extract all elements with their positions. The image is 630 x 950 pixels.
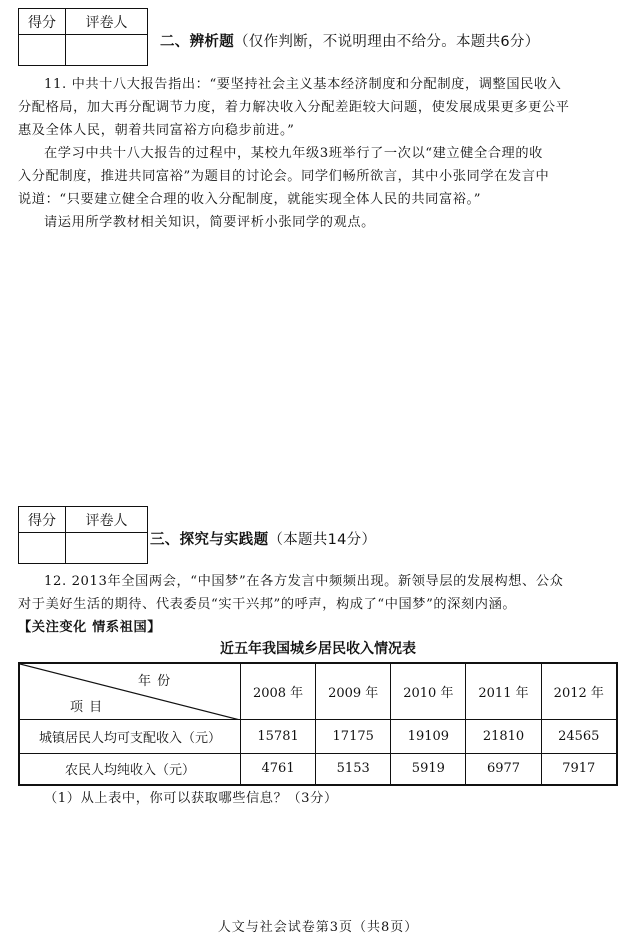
q11-para2-line2: 入分配制度，推进共同富裕”为题目的讨论会。同学们畅所欲言，其中小张同学在发言中: [18, 169, 550, 184]
grader-blank[interactable]: [66, 35, 148, 66]
income-table: [18, 662, 618, 786]
section2-title: [160, 30, 540, 51]
table-row-rural: [19, 753, 617, 785]
year-header: 2009 年: [316, 663, 391, 719]
year-header: 2010 年: [391, 663, 466, 719]
score-label: 得分: [19, 9, 66, 35]
q11-para1-line3: 惠及全体人民，朝着共同富裕方向稳步前进。”: [18, 123, 295, 138]
header-corner-cell: [19, 663, 241, 719]
grader-blank[interactable]: [66, 533, 148, 564]
table-header-row: [19, 663, 617, 719]
value-cell: 7917: [541, 753, 617, 785]
row-label-urban: 城镇居民人均可支配收入（元）: [19, 719, 241, 753]
q11-para2-line1: 在学习中共十八大报告的过程中，某校九年级3班举行了一次以“建立健全合理的收: [44, 146, 543, 161]
score-box-1: [18, 8, 148, 66]
value-cell: 17175: [316, 719, 391, 753]
q12-line2: 对于美好生活的期待、代表委员“实干兴邦”的呼声，构成了“中国梦”的深刻内涵。: [18, 597, 517, 612]
value-cell: 4761: [241, 753, 316, 785]
year-header: 2008 年: [241, 663, 316, 719]
grader-label: 评卷人: [66, 9, 148, 35]
section3-title: [150, 528, 376, 549]
score-box-2: [18, 506, 148, 564]
section3-title-note: （本题共14分）: [268, 532, 377, 548]
q11-para1-line1: 11. 中共十八大报告指出：“要坚持社会主义基本经济制度和分配制度，调整国民收入: [44, 77, 562, 92]
q12-line1: 12. 2013年全国两会，“中国梦”在各方发言中频频出现。新领导层的发展构想、公众: [44, 574, 564, 589]
grader-label: 评卷人: [66, 507, 148, 533]
header-corner-bottom: 项 目: [70, 700, 104, 715]
header-corner-top: 年 份: [138, 674, 172, 689]
value-cell: 15781: [241, 719, 316, 753]
answer-space-q12-1[interactable]: [18, 812, 618, 907]
section2-title-bold: 二、辨析题: [160, 34, 234, 50]
value-cell: 19109: [391, 719, 466, 753]
value-cell: 21810: [466, 719, 541, 753]
question-11: [18, 73, 618, 234]
value-cell: 5153: [316, 753, 391, 785]
value-cell: 5919: [391, 753, 466, 785]
value-cell: 6977: [466, 753, 541, 785]
answer-space-q11[interactable]: [18, 240, 618, 500]
table-title: 近五年我国城乡居民收入情况表: [220, 641, 416, 657]
q12-sub1: （1）从上表中，你可以获取哪些信息？（3分）: [44, 791, 338, 806]
score-blank[interactable]: [19, 533, 66, 564]
year-header: 2012 年: [541, 663, 617, 719]
page-footer: 人文与社会试卷第3页（共8页）: [217, 920, 419, 935]
header-diagonal-line: [20, 664, 240, 720]
question-12: [18, 570, 618, 639]
table-row-urban: [19, 719, 617, 753]
q11-para2-line3: 说道：“只要建立健全合理的收入分配制度，就能实现全体人民的共同富裕。”: [18, 192, 482, 207]
row-label-rural: 农民人均纯收入（元）: [19, 753, 241, 785]
section2-title-note: （仅作判断，不说明理由不给分。本题共6分）: [234, 34, 540, 50]
score-blank[interactable]: [19, 35, 66, 66]
section3-title-bold: 三、探究与实践题: [150, 532, 269, 548]
q12-subheading: 【关注变化 情系祖国】: [18, 620, 162, 635]
q11-para1-line2: 分配格局，加大再分配调节力度，着力解决收入分配差距较大问题，使发展成果更多更公平: [18, 100, 570, 115]
year-header: 2011 年: [466, 663, 541, 719]
value-cell: 24565: [541, 719, 617, 753]
q11-para3: 请运用所学教材相关知识，简要评析小张同学的观点。: [44, 215, 375, 230]
score-label: 得分: [19, 507, 66, 533]
